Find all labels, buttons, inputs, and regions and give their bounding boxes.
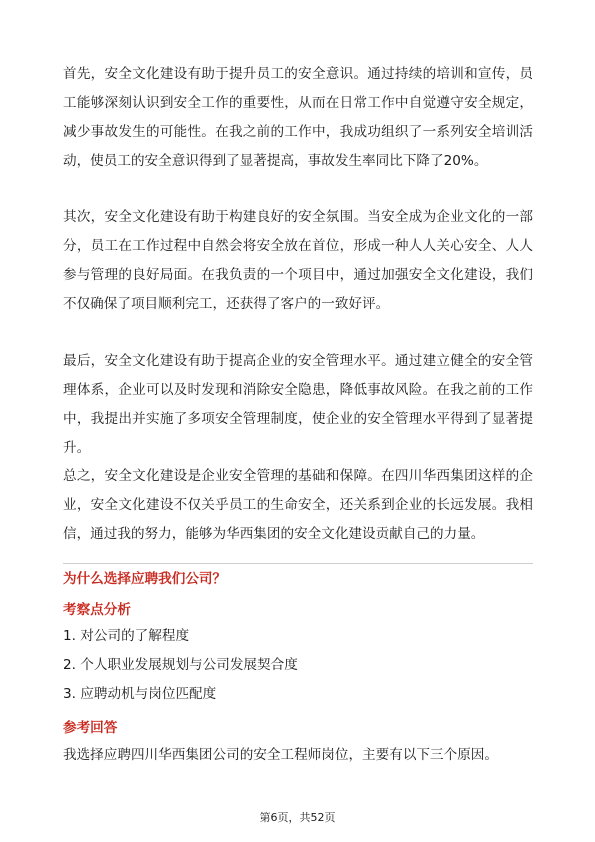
body-paragraph-2: 其次，安全文化建设有助于构建良好的安全氛围。当安全成为企业文化的一部分，员工在工作过程中自然会将安全放在首位，形成一种人人关心安全、人人参与管理的良好局面。在我负责的一个项目中，通过加强安全文化建设，我们不仅确保了项目顺利完工，还获得了客户的一致好评。 — [63, 209, 533, 312]
body-paragraph-3: 最后，安全文化建设有助于提高企业的安全管理水平。通过建立健全的安全管理体系，企业可以及时发现和消除安全隐患，降低事故风险。在我之前的工作中，我提出并实施了多项安全管理制度，使企业的安全管理水平得到了显著提升。 — [63, 353, 533, 456]
analysis-item-1: 1. 对公司的了解程度 — [63, 628, 190, 644]
body-paragraph-4: 总之，安全文化建设是企业安全管理的基础和保障。在四川华西集团这样的企业，安全文化建设不仅关乎员工的生命安全，还关系到企业的长远发展。我相信，通过我的努力，能够为华西集团的安全文化建设贡献自己的力量。 — [63, 468, 533, 542]
question-title: 为什么选择应聘我们公司？ — [63, 571, 227, 587]
page-number-footer: 第6页，共52页 — [259, 811, 336, 824]
section-divider — [63, 563, 533, 564]
analysis-item-2: 2. 个人职业发展规划与公司发展契合度 — [63, 657, 298, 673]
body-paragraph-1: 首先，安全文化建设有助于提升员工的安全意识。通过持续的培训和宣传，员工能够深刻认识到安全工作的重要性，从而在日常工作中自觉遵守安全规定，减少事故发生的可能性。在我之前的工作中，我成功组织了一系列安全培训活动，使员工的安全意识得到了显著提高，事故发生率同比下降了20%。 — [63, 66, 533, 169]
analysis-heading: 考察点分析 — [63, 602, 131, 618]
reference-heading: 参考回答 — [63, 720, 118, 736]
analysis-item-3: 3. 应聘动机与岗位匹配度 — [63, 686, 217, 702]
reference-answer: 我选择应聘四川华西集团公司的安全工程师岗位，主要有以下三个原因。 — [63, 747, 498, 763]
